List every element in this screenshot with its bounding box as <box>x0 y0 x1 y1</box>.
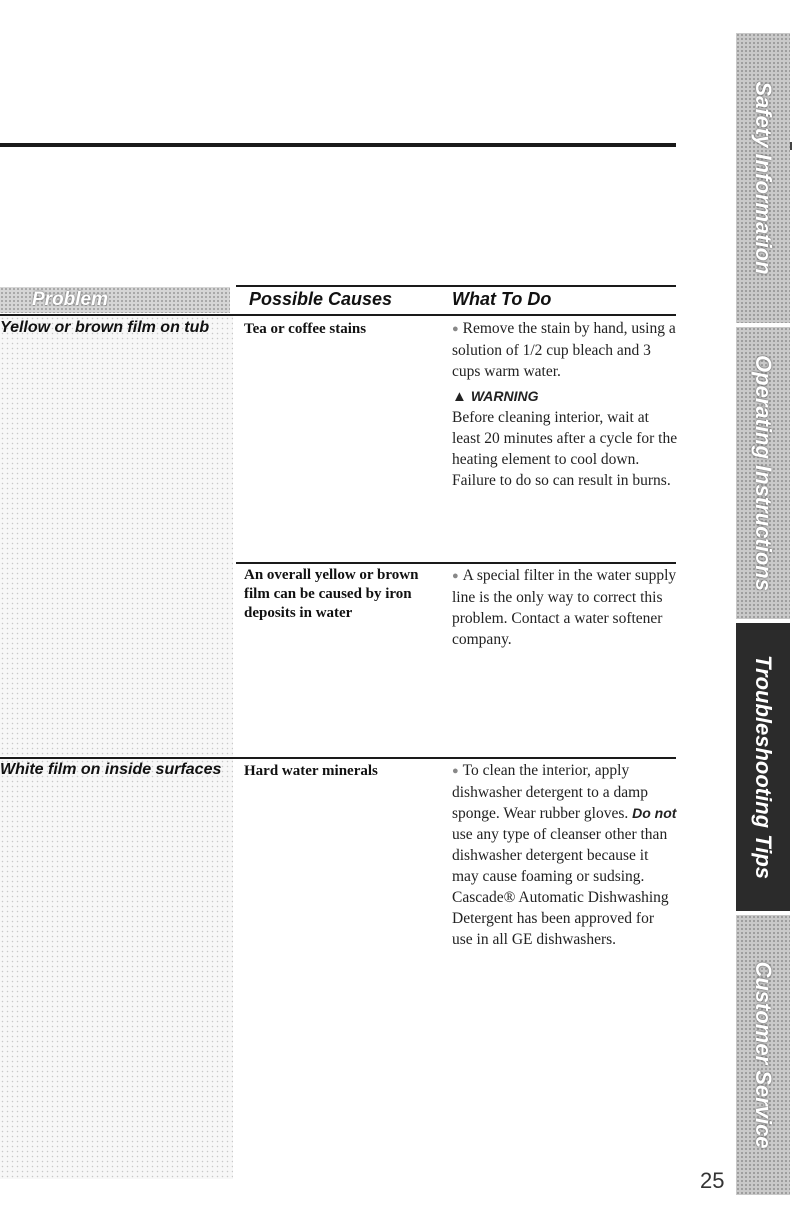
header-problem: Problem <box>32 289 109 310</box>
page-number: 25 <box>700 1168 725 1193</box>
tab-label: Customer Service <box>751 961 776 1149</box>
problem-cell-white-film <box>0 759 233 1179</box>
header-rule <box>236 285 676 287</box>
header-what-to-do: What To Do <box>452 289 552 309</box>
header-possible-causes: Possible Causes <box>249 289 393 309</box>
todo-iron-deposits <box>452 565 678 650</box>
warning-text: Before cleaning interior, wait at least 20 minutes after a cycle for the heating element to cool down. Failure to do so can result in burns. <box>452 409 678 489</box>
cause-tea-coffee: Tea or coffee stains <box>244 321 367 337</box>
tab-operating-instructions[interactable] <box>736 327 790 619</box>
margin-tick <box>790 142 792 150</box>
warning-heading <box>452 386 678 407</box>
cause-hard-water: Hard water minerals <box>244 763 378 779</box>
tab-label: Operating Instructions <box>751 355 776 591</box>
bullet-icon: ● <box>452 323 459 335</box>
tab-troubleshooting-tips[interactable] <box>736 623 790 911</box>
cause-iron-deposits: An overall yellow or brown film can be caused by iron deposits in water <box>244 567 419 621</box>
todo-text: Remove the stain by hand, using a solution of 1/2 cup bleach and 3 cups warm water. <box>452 320 676 380</box>
cause-divider <box>236 562 676 564</box>
bullet-icon: ● <box>452 765 459 777</box>
tab-customer-service[interactable] <box>736 915 790 1195</box>
todo-text: A special filter in the water supply line is the only way to correct this problem. Contact a water softener company. <box>452 567 677 648</box>
header-problem-cell <box>0 287 230 313</box>
tab-safety-information[interactable] <box>736 33 790 323</box>
problem-yellow-film: Yellow or brown film on tub <box>0 319 210 336</box>
warning-triangle-icon: ▲ <box>452 388 467 405</box>
problem-cell-yellow-film <box>0 316 233 756</box>
todo-tea-coffee <box>452 318 678 491</box>
problem-white-film: White film on inside surfaces <box>0 761 222 778</box>
todo-hard-water <box>452 760 678 950</box>
warning-title: WARNING <box>470 388 539 404</box>
top-rule <box>0 143 676 147</box>
do-not-emphasis: Do not <box>632 805 677 821</box>
todo-text-part2: use any type of cleanser other than dishwasher detergent because it may cause foaming or sudsing. Cascade® Automatic Dishwashing Detergent has been approved for use in all GE dishwashers. <box>452 826 669 948</box>
bullet-icon: ● <box>452 570 459 582</box>
tab-label: Safety Information <box>751 81 776 275</box>
todo-text-part1: To clean the interior, apply dishwasher detergent to a damp sponge. Wear rubber gloves. <box>452 762 648 822</box>
tab-label: Troubleshooting Tips <box>751 654 776 880</box>
